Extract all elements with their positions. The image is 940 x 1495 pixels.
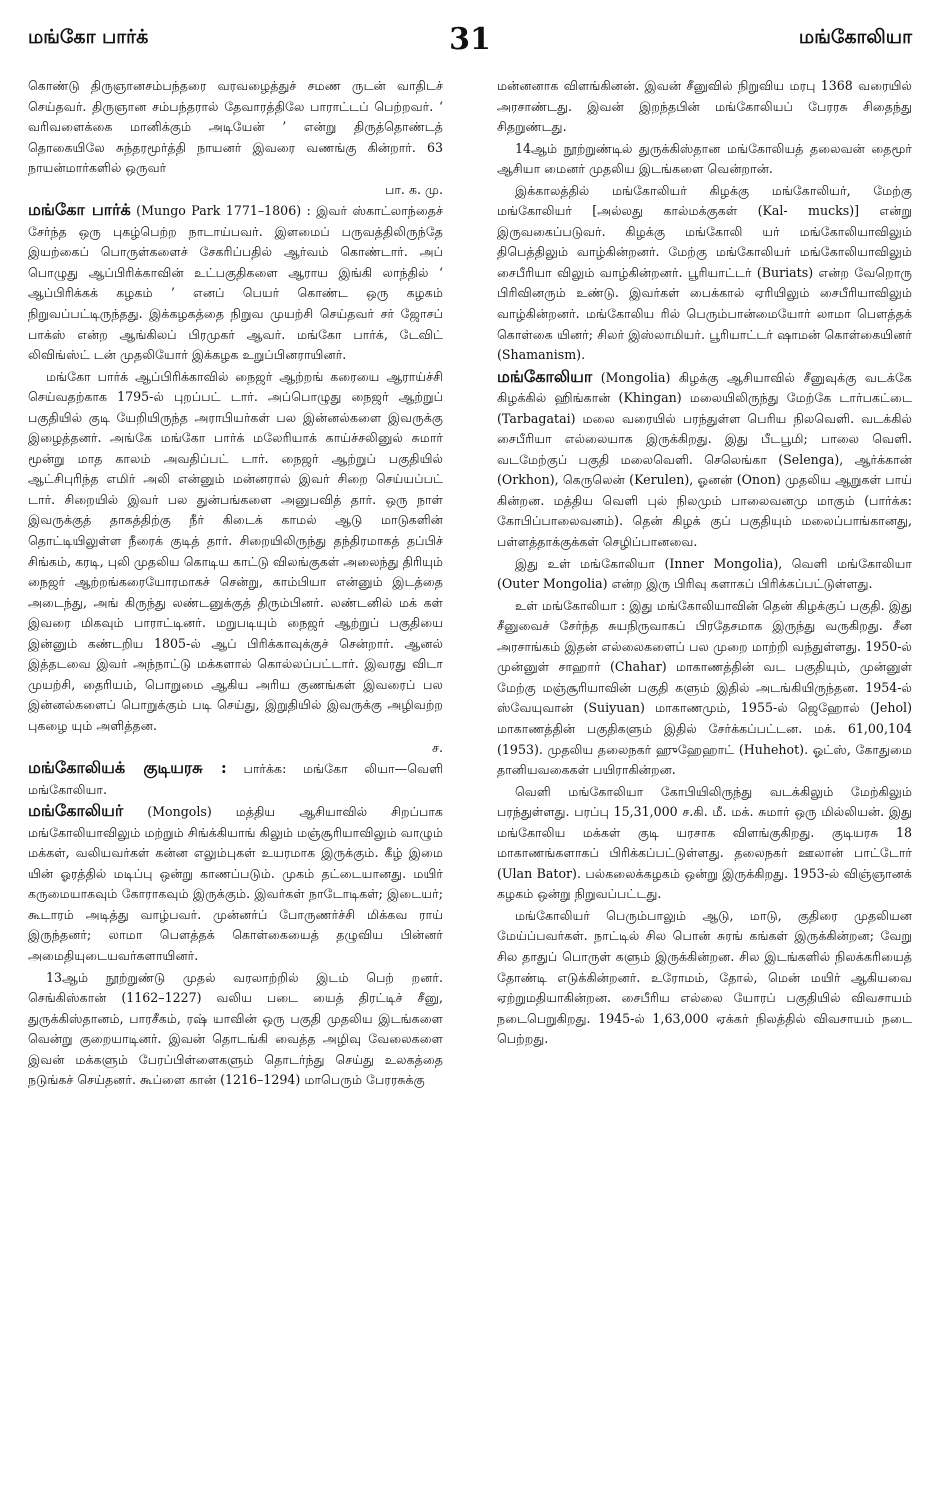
entry-title-mongolia: மங்கோலியா: [497, 366, 593, 386]
author-signature: பா. க. மு.: [384, 181, 443, 197]
paragraph-mongols-continued: மன்னனாக விளங்கினன். இவன் சீனுவில் நிறுவிய மரபு 1368 வரையில் அரசாண்டது. இவன் இறந்தபின் மங்கோலியப் பேரரசு சிதைந்து சிதறுண்டது.: [497, 78, 912, 135]
entry-title-mongolian-republic: மங்கோலியக் குடியரசு :: [28, 758, 227, 778]
entry-mongolian-republic: [28, 758, 443, 800]
paragraph-mungo-travels: மங்கோ பார்க் ஆப்பிரிக்காவில் நைஜர் ஆற்றங் கரையை ஆராய்ச்சி செய்வதற்காக 1795-ல் புறப்பட் டார். அப்பொழுது நைஜர் ஆற்றுப் பகுதியில் குடி யேறியிருந்த அராபியர்கள் பல இன்னல்களை இவருக்கு இழைத்தனர். அங்கே மங்கோ பார்க் மலேரியாக் காய்ச்சலினுல் சுமார் மூன்று மாத காலம் அவதிப்பட் டார். நைஜர் ஆற்றுப் பகுதியில் ஆட்சிபுரிந்த எமிர் அலி என்னும் மன்னரால் இவர் சிறை செய்யப்பட் டார். சிறையில் இவர் பல துன்பங்களை அனுபவித் தார். ஒரு நாள் இவருக்குத் தாகத்திற்கு நீர் கிடைக் காமல் ஆடு மாடுகளின் தொட்டியிலுள்ள நீரைக் குடித் தார். சிறையிலிருந்து தந்திரமாகத் தப்பிச் சிங்கம், கரடி, புலி முதலிய கொடிய காட்டு விலங்குகள் அலைந்து திரியும் நைஜர் ஆற்றங்கரையோரமாகச் சென்று, காம்பியா என்னும் இடத்தை அடைந்து, அங் கிருந்து லண்டனுக்குத் திரும்பினர். லண்டனில் மக் கள் இவரை மிகவும் பாராட்டினர். மறுபடியும் நைஜர் ஆற்றுப் பகுதியை இன்னும் கண்டறிய 1805-ல் ஆப் பிரிக்காவுக்குச் சென்றார். ஆனல் இத்தடவை இவர் அந்நாட்டு மக்களால் கொல்லப்பட்டார். இவரது விடா முயற்சி, தைரியம், பொறுமை ஆகிய அரிய குணங்கள் இவரைப் பல இன்னல்களைப் பொறுக்கும் படி செய்து, இறுதியில் இவருக்கு அழிவற்ற புகழை யும் அளித்தன.: [28, 368, 443, 733]
left-column: [28, 76, 443, 1476]
entry-title-mungo-park: மங்கோ பார்க்: [28, 200, 131, 220]
paragraph-outer-mongolia: வெளி மங்கோலியா கோபியிலிருந்து வடக்கிலும் மேற்கிலும் பரந்துள்ளது. பரப்பு 15,31,000 ச.கி. மீ. மக். சுமார் ஒரு மில்லியன். இது மங்கோலிய மக்கள் குடி யரசாக விளங்குகிறது. குடியரசு 18 மாகாணங்களாகப் பிரிக்கப்பட்டுள்ளது. தலைநகர் ஊலான் பாட்டோர் (Ulan Bator). பல்கலைக்கழகம் ஒன்று இருக்கிறது. 1953-ல் விஞ்ஞானக் கழகம் ஒன்று நிறுவப்பட்டது.: [497, 783, 912, 902]
paragraph-mongols-history: 13ஆம் நூற்றுண்டு முதல் வரலாற்றில் இடம் பெற் றனர். செங்கிஸ்கான் (1162–1227) வலிய படை யைத் திரட்டிச் சீனு, துருக்கிஸ்தானம், பாரசீகம், ரஷ் யாவின் ஒரு பகுதி முதலிய இடங்களை வென்று குறையாடினர். இவன் தொடங்கி வைத்த அழிவு வேலைகளை இவன் மக்களும் பேரப்பிள்ளைகளும் தொடர்ந்து செய்து உலகத்தை நடுங்கச் செய்தனர். கூப்ளை கான் (1216–1294) மாபெரும் பேரரசுக்கு: [28, 969, 443, 1088]
paragraph-inner-mongolia: உள் மங்கோலியா : இது மங்கோலியாவின் தென் கிழக்குப் பகுதி. இது சீனுவைச் சேர்ந்த சுயநிருவாகப் பிரதேசமாக இருந்து வருகிறது. சீன அரசாங்கம் இதன் எல்லைகளைப் பல முறை மாற்றி வந்துள்ளது. 1950-ல் முன்னுள் சாஹார் (Chahar) மாகாணத்தின் வட பகுதியும், முன்னுள் மேற்கு மஞ்சூரியாவின் பகுதி களும் இதில் அடங்கியிருந்தன. 1954-ல் ஸ்வேயுவான் (Suiyuan) மாகாணமும், 1955-ல் ஜெஹோல் (Jehol) மாகாணத்தின் பகுதிகளும் இதில் சேர்க்கப்பட்டன. மக். 61,00,104 (1953). முதலிய தலைநகர் ஹுஹேஹாட் (Huhehot). ஓட்ஸ், கோதுமை தானியவகைகள் பயிராகின்றன.: [497, 597, 912, 778]
paragraph-mongolia-economy: மங்கோலியர் பெரும்பாலும் ஆடு, மாடு, குதிரை முதலியன மேய்ப்பவர்கள். நாட்டில் சில பொன் சுரங் கங்கள் இருக்கின்றன; வேறு சில தாதுப் பொருள் களும் இருக்கின்றன. சில இடங்களில் நிலக்கரியைத் தோண்டி எடுக்கின்றனர். உரோமம், தோல், மென் மயிர் ஆகியவை ஏற்றுமதியாகின்றன. சைபீரிய எல்லை யோரப் பகுதியில் விவசாயம் நடைபெறுகிறது. 1945-ல் 1,63,000 ஏக்கர் நிலத்தில் விவசாயம் நடை பெற்றது.: [497, 907, 912, 1047]
paragraph-saint-continued: கொண்டு திருஞானசம்பந்தரை வரவழைத்துச் சமண ருடன் வாதிடச் செய்தவர். திருஞான சம்பந்தரால் தேவாரத்திலே பாராட்டப் பெற்றவர். ‘ வரிவளைக்கை மானிக்கும் அடியேன் ’ என்று திருத்தொண்டத் தொகையிலே சுந்தரமூர்த்தி நாயனர் இவரை வணங்கு கின்றார். 63 நாயன்மார்களில் ஒருவர்: [28, 78, 443, 176]
paragraph-mongol-groups: இக்காலத்தில் மங்கோலியர் கிழக்கு மங்கோலியர், மேற்கு மங்கோலியர் [அல்லது கால்மக்குகள் (Kal- mucks)] என்று இருவகைப்படுவர். கிழக்கு மங்கோலி யர் மங்கோலியாவிலும் திபெத்திலும் வாழ்கின்றனர். மேற்கு மங்கோலியர் மங்கோலியாவிலும் சைபீரியா விலும் வாழ்கின்றனர். பூரியாட்டர் (Buriats) என்ற வேறொரு பிரிவினரும் உண்டு. இவர்கள் பைக்கால் ஏரியிலும் சைபீரியாவிலும் வாழ்கின்றனர். மங்கோலிய ரில் பெரும்பான்மையோர் லாமா பௌத்தக் கொள்கை யினர்; சிலர் இஸ்லாமியர். பூரியாட்டர் ஷாமன் கொள்கையினர் (Shamanism).: [497, 182, 912, 363]
entry-text: (Mongols) மத்திய ஆசியாவில் சிறப்பாக மங்கோலியாவிலும் மற்றும் சிங்க்கியாங் கிலும் மஞ்சூரியாவிலும் வாழும் மக்கள், வலியவர்கள் கன்ன எலும்புகள் உயரமாக இருக்கும். கீழ் இமை யின் ஓரத்தில் மடிப்பு ஒன்று காணப்படும். முகம் தட்டையானது. மயிர் கருமையாகவும் கோராகவும் இருக்கும். இவர்கள் நாடோடிகள்; இடையர்; கூடாரம் அடித்து வாழ்பவர். முன்னர்ப் போருணர்ச்சி மிக்கவ ராய் இருந்தனர்; லாமா பௌத்தக் கொள்கையைத் தழுவிய பின்னர் அமைதியுடையவர்களாயினர்.: [28, 804, 443, 963]
entry-text: பார்க்க: மங்கோ லியா—வெளி மங்கோலியா.: [28, 761, 443, 797]
entry-text: (Mongolia) கிழக்கு ஆசியாவில் சீனுவுக்கு வடக்கே கிழக்கில் ஹிங்கான் (Khingan) மலையிலிருந்து மேற்கே டார்பகட்டை (Tarbagatai) மலை வரையில் பரந்துள்ள பெரிய நிலவெளி. வடக்கில் சைபீரியா எல்லையாக இருக்கிறது. இது பீடபூமி; பாலை வெளி. வடமேற்குப் பகுதி மலைவெளி. செலெங்கா (Selenga), ஆர்க்கான் (Orkhon), கெருலென் (Kerulen), ஓனன் (Onon) முதலிய ஆறுகள் பாய் கின்றன. மத்திய வெளி புல் நிலமும் பாலைவனமு மாகும் (பார்க்க: கோபிப்பாலைவனம்). தென் கிழக் குப் பகுதியும் மலைப்பாங்கானது, பள்ளத்தாக்குக்கள் செழிப்பானவை.: [497, 369, 912, 550]
paragraph-mongolia-divisions: இது உள் மங்கோலியா (Inner Mongolia), வெளி மங்கோலியா (Outer Mongolia) என்ற இரு பிரிவு களாகப் பிரிக்கப்பட்டுள்ளது.: [497, 555, 912, 592]
running-head-right: மங்கோலியா: [798, 26, 912, 48]
entry-text: (Mungo Park 1771–1806) : இவர் ஸ்காட்லாந்தைச் சேர்ந்த ஒரு புகழ்பெற்ற நாடாய்பவர். இளமைப் பருவத்திலிருந்தே இயற்கைப் பொருள்களைச் சேகரிப்பதில் ஆர்வம் கொண்டார். அப் பொழுது ஆப்பிரிக்காவின் உட்பகுதிகளை ஆராய இங்கி லாந்தில் ‘ ஆப்பிரிக்கக் கழகம் ’ எனப் பெயர் கொண்ட ஒரு கழகம் நிறுவப்பட்டிருந்தது. இக்கழகத்தை நிறுவ முயற்சி செய்தவர் சர் ஜோசப் பாக்ஸ் என்ற ஆங்கிலப் பிரமுகர் ஆவர். மங்கோ பார்க், டேவிட் லிவிங்ஸ்ட் டன் முதலியோர் இக்கழக உறுப்பினராயினர்.: [28, 203, 443, 363]
entry-mongolia: [497, 367, 912, 553]
author-signature: ச.: [432, 739, 443, 755]
paragraph-timur: 14ஆம் நூற்றுண்டில் துருக்கிஸ்தான மங்கோலியத் தலைவன் தைமூர் ஆசியா மைனர் முதலிய இடங்களை வென்றான்.: [497, 140, 912, 177]
right-column: [497, 76, 912, 1476]
page-number: 31: [449, 22, 491, 57]
entry-mungo-park: [28, 200, 443, 365]
page-header: [28, 22, 912, 62]
running-head-left: மங்கோ பார்க்: [28, 26, 149, 48]
entry-mongols: [28, 801, 443, 966]
entry-title-mongols: மங்கோலியர்: [28, 801, 124, 821]
